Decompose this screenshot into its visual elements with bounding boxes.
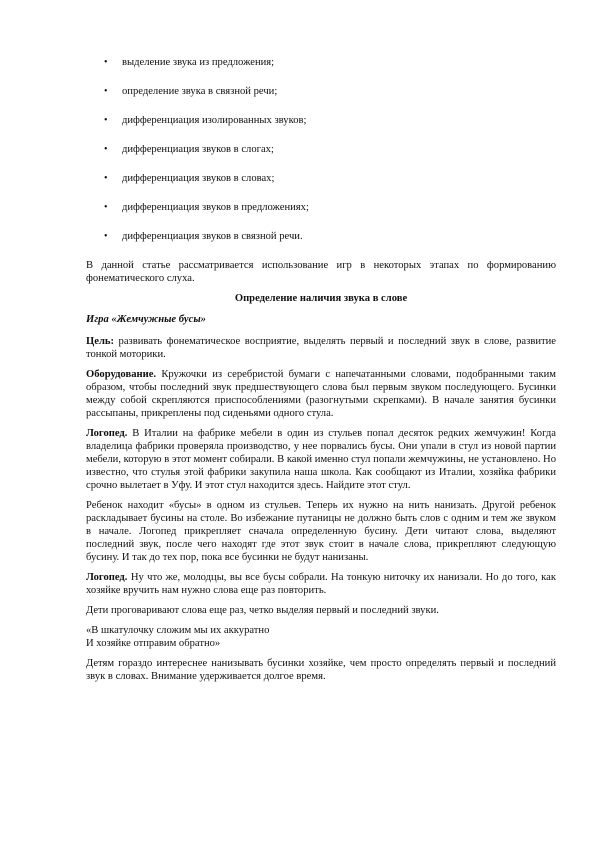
bullet-icon: • (104, 231, 108, 242)
goal-label: Цель: (86, 336, 115, 347)
list-item (86, 114, 556, 143)
goal-text: развивать фонематическое восприятие, выделять первый и последний звук в слове, развитие тонкой моторики. (86, 336, 556, 360)
list-item (86, 85, 556, 114)
bullet-icon: • (104, 115, 108, 126)
child-paragraph: Ребенок находит «бусы» в одном из стульев. Теперь их нужно на нить нанизать. Другой ребенок раскладывает бусины на столе. Во избежание путаницы не должно быть слов с одним и тем же звуком в начале. Логопед прикрепляет сначала определенную бусину. Дети читают слова, выделяют последний звук, после чего находят где этот звук стоит в начале слова, прикрепляют следующую бусину. И так до тех пор, пока все бусинки не будут нанизаны. (86, 500, 556, 563)
section-heading: Определение наличия звука в слове (234, 293, 408, 304)
bullet-icon: • (104, 57, 108, 68)
game-title: Игра «Жемчужные бусы» (86, 314, 206, 325)
equipment-text: Кружочки из серебристой бумаги с напечатанными словами, подобранными таким образом, чтобы последний звук предшествующего слова был первым звуком последующего. Бусинки между собой скрепляются приспособлениями (разогнутыми скрепками). В начале занятия бусинки рассыпаны, прикреплены под сиденьями одного стула. (86, 369, 556, 419)
list-item-text: дифференциация звуков в предложениях; (122, 202, 309, 213)
poem (86, 624, 556, 650)
bullet-icon: • (104, 173, 108, 184)
speech-paragraph (86, 571, 556, 597)
list-item (86, 143, 556, 172)
equipment-label: Оборудование. (86, 369, 157, 380)
final-paragraph: Детям гораздо интереснее нанизывать бусинки хозяйке, чем просто определять первый и последний звук в словах. Внимание удерживается долгое время. (86, 658, 556, 682)
speaker-label: Логопед. (86, 428, 128, 439)
intro-paragraph: В данной статье рассматривается использование игр в некоторых этапах по формированию фонематического слуха. (86, 260, 556, 284)
speech-paragraph (86, 427, 556, 492)
list-item-text: дифференциация изолированных звуков; (122, 115, 307, 126)
bullet-icon: • (104, 144, 108, 155)
document-page (86, 56, 556, 690)
list-item (86, 201, 556, 230)
goal-paragraph (86, 335, 556, 361)
list-item (86, 56, 556, 85)
list-item (86, 230, 556, 259)
bullet-icon: • (104, 86, 108, 97)
repeat-paragraph: Дети проговаривают слова еще раз, четко выделяя первый и последний звуки. (86, 605, 439, 616)
speech-text: В Италии на фабрике мебели в один из стульев попал десяток редких жемчужин! Когда владелица фабрики проверяла производство, у нее порвались бусы. Они упали в стул из новой партии мебели, которую в этот момент собирали. В какой именно стул попали жемчужины, не установлено. Но известно, что стулья этой фабрики закупила наша школа. Как сообщают из Италии, хозяйка фабрики срочно вылетает в Уфу. И этот стул находится здесь. Найдите этот стул. (86, 428, 556, 491)
list-item-text: дифференциация звуков в связной речи. (122, 231, 303, 242)
speech-text: Ну что же, молодцы, вы все бусы собрали. На тонкую ниточку их нанизали. Но до того, как хозяйке вручить нам нужно слова еще раз повторить. (86, 572, 556, 596)
list-item (86, 172, 556, 201)
poem-line: И хозяйке отправим обратно» (86, 638, 221, 649)
list-item-text: дифференциация звуков в слогах; (122, 144, 274, 155)
poem-line: «В шкатулочку сложим мы их аккуратно (86, 625, 270, 636)
list-item-text: определение звука в связной речи; (122, 86, 278, 97)
speaker-label: Логопед. (86, 572, 128, 583)
equipment-paragraph (86, 368, 556, 420)
list-item-text: дифференциация звуков в словах; (122, 173, 275, 184)
bullet-icon: • (104, 202, 108, 213)
list-item-text: выделение звука из предложения; (122, 57, 275, 68)
bullet-list (86, 56, 556, 259)
